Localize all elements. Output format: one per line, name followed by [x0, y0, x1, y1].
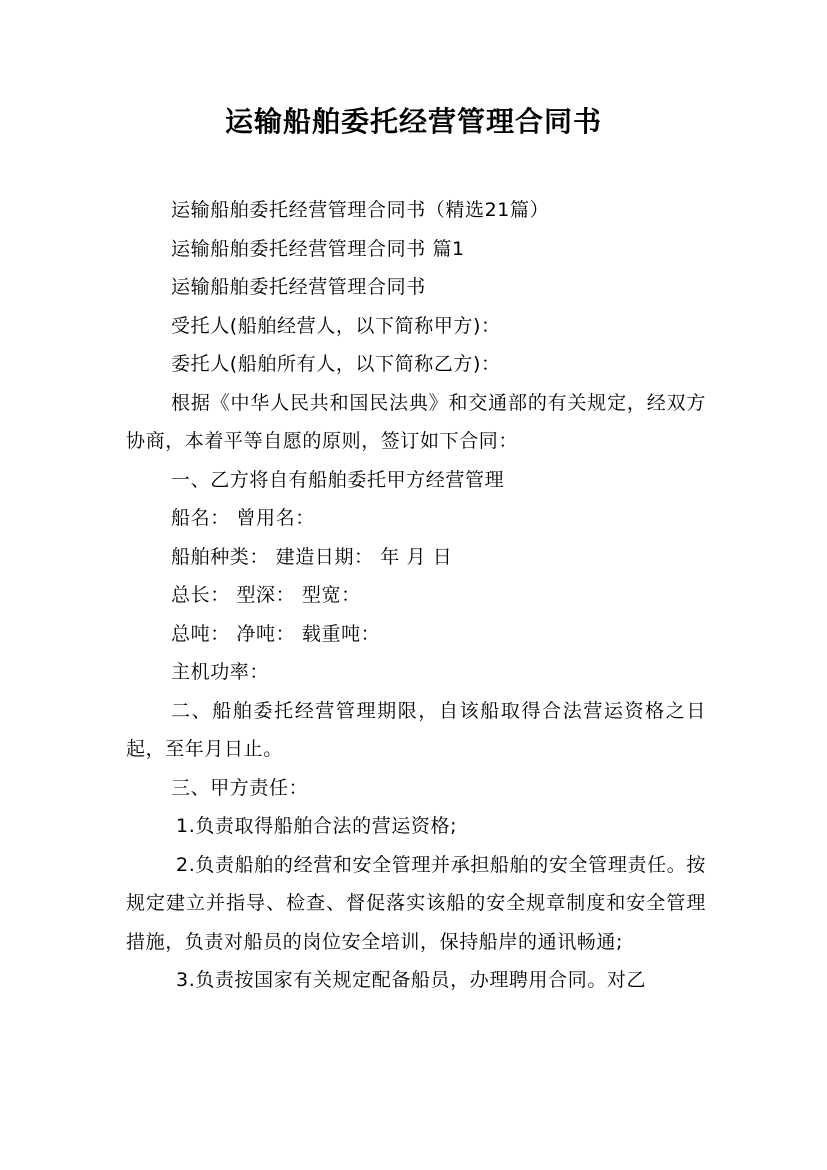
document-title: 运输船舶委托经营管理合同书: [224, 105, 602, 138]
paragraph-legal-basis: 根据《中华人民共和国民法典》和交通部的有关规定，经双方协商，本着平等自愿的原则，签订如下合同：: [126, 391, 706, 452]
paragraph-item-1: 1.负责取得船舶合法的营运资格;: [176, 815, 458, 837]
paragraph-clause-3: 三、甲方责任：: [171, 776, 309, 799]
paragraph-subtitle: 运输船舶委托经营管理合同书（精选21篇）: [171, 199, 550, 221]
paragraph-item-3: 3.负责按国家有关规定配备船员，办理聘用合同。对乙: [176, 969, 647, 991]
paragraph-item-2: 2.负责船舶的经营和安全管理并承担船舶的安全管理责任。按规定建立并指导、检查、督促落实该船的安全规章制度和安全管理措施，负责对船员的岗位安全培训，保持船岸的通讯畅通;: [126, 853, 706, 953]
paragraph-ship-name: 船名： 曾用名：: [171, 507, 315, 529]
paragraph-ship-type: 船舶种类： 建造日期： 年 月 日: [171, 545, 453, 568]
document-body: [126, 191, 706, 1000]
paragraph-section-heading: 运输船舶委托经营管理合同书 篇1: [171, 237, 465, 260]
paragraph-clause-1: 一、乙方将自有船舶委托甲方经营管理: [171, 468, 505, 491]
paragraph-trustee: 受托人(船舶经营人，以下简称甲方)：: [171, 314, 501, 337]
paragraph-clause-2: 二、船舶委托经营管理期限，自该船取得合法营运资格之日起，至年月日止。: [126, 699, 706, 760]
paragraph-principal: 委托人(船舶所有人，以下简称乙方)：: [171, 353, 501, 375]
paragraph-ship-tonnage: 总吨： 净吨： 载重吨：: [171, 622, 381, 645]
paragraph-ship-length: 总长： 型深： 型宽：: [171, 584, 361, 606]
paragraph-contract-title: 运输船舶委托经营管理合同书: [171, 276, 426, 298]
paragraph-engine-power: 主机功率：: [171, 661, 270, 683]
